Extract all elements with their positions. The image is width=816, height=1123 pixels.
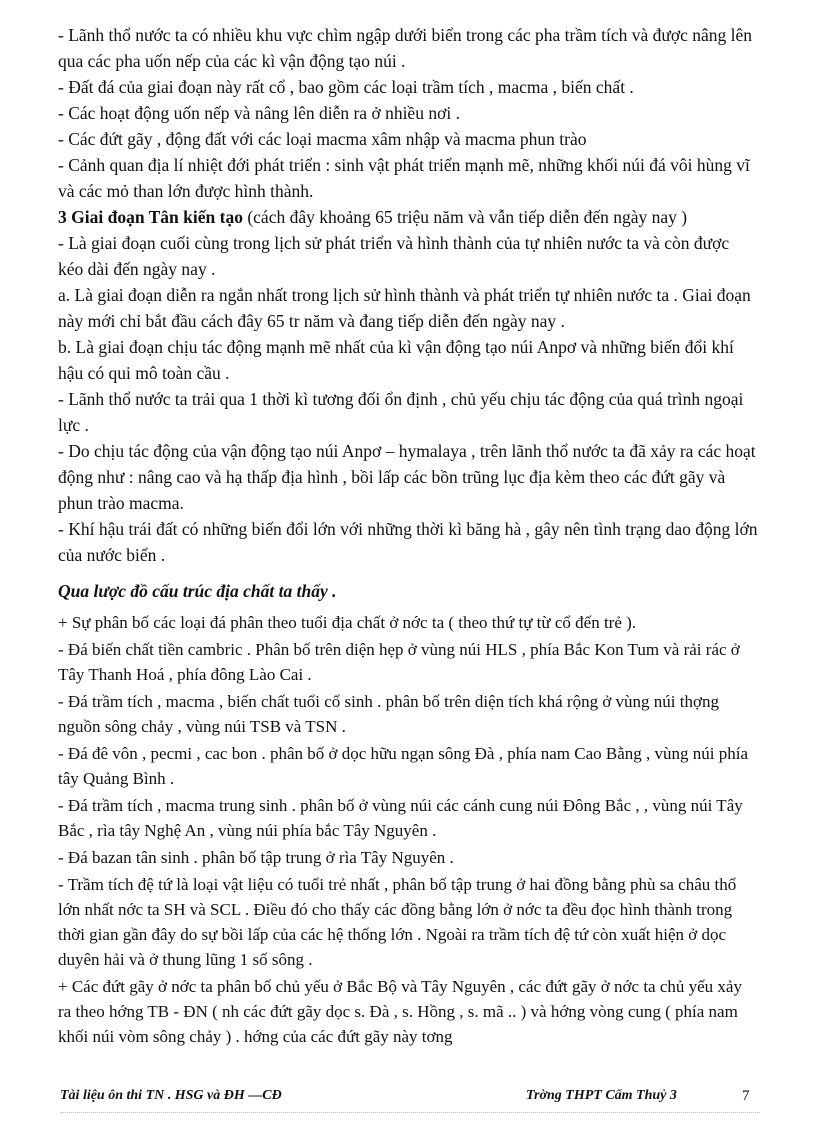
paragraph: - Khí hậu trái đất có những biến đổi lớn với những thời kì băng hà , gây nên tình trạng dao động lớn của nước biển . xyxy=(58,519,758,565)
paragraph: - Đá bazan tân sinh . phân bố tập trung ở rìa Tây Nguyên . xyxy=(58,848,454,867)
paragraph: - Đất đá của giai đoạn này rất cổ , bao gồm các loại trầm tích , macma , biến chất . xyxy=(58,77,634,97)
footer-left-text: Tài liệu ôn thi TN . HSG và ĐH —CĐ xyxy=(60,1088,282,1103)
paragraph: - Trầm tích đệ tứ là loại vật liệu có tuổi trẻ nhất , phân bố tập trung ở hai đồng bằng phù sa châu thổ lớn nhất nớc ta SH và SCL . Điều đó cho thấy các đồng bằng lớn ở nớc ta đều đọc hình thành trong thời gian gần đây do sự bồi lấp của các hệ thống lớn . Ngoài ra trầm tích đệ tứ còn xuất hiện ở dọc duyên hải và ở thung lũng 1 số sông . xyxy=(58,875,737,969)
paragraph: + Các đứt gãy ở nớc ta phân bố chủ yếu ở Bắc Bộ và Tây Nguyên , các đứt gãy ở nớc ta chủ yếu xảy ra theo hớng TB - ĐN ( nh các đứt gãy dọc s. Đà , s. Hồng , s. mã .. ) và hớng vòng cung ( phía nam khối núi vòm sông chảy ) . hớng của các đứt gãy này tơng xyxy=(58,977,742,1046)
paragraph: - Do chịu tác động của vận động tạo núi Anpơ – hymalaya , trên lãnh thổ nước ta đã xảy ra các hoạt động như : nâng cao và hạ thấp địa hình , bồi lấp các bồn trũng lục địa kèm theo các đứt gãy và phun trào macma. xyxy=(58,441,756,513)
page-number: 7 xyxy=(742,1088,750,1104)
section-neotectonic xyxy=(58,204,758,568)
paragraph: - Các đứt gãy , động đất với các loại macma xâm nhập và macma phun trào xyxy=(58,129,587,149)
document-page xyxy=(58,22,758,1051)
paragraph: - Đá trầm tích , macma trung sinh . phân bố ở vùng núi các cánh cung núi Đông Bắc , , vùng núi Tây Bắc , rìa tây Nghệ An , vùng núi phía bắc Tây Nguyên . xyxy=(58,796,743,840)
paragraph: - Các hoạt động uốn nếp và nâng lên diễn ra ở nhiều nơi . xyxy=(58,103,460,123)
paragraph: - Đá trầm tích , macma , biến chất tuổi cổ sinh . phân bố trên diện tích khá rộng ở vùng núi thợng nguồn sông chảy , vùng núi TSB và TSN . xyxy=(58,692,719,736)
section-geology-map-notes xyxy=(58,578,758,1049)
paragraph: - Lãnh thổ nước ta trải qua 1 thời kì tương đối ổn định , chủ yếu chịu tác động của quá trình ngoại lực . xyxy=(58,389,744,435)
heading-bold: 3 Giai đoạn Tân kiến tạo xyxy=(58,207,243,227)
paragraph: - Là giai đoạn cuối cùng trong lịch sử phát triển và hình thành của tự nhiên nước ta và còn được kéo dài đến ngày nay . xyxy=(58,233,730,279)
paragraph: a. Là giai đoạn diễn ra ngắn nhất trong lịch sử hình thành và phát triển tự nhiên nước ta . Giai đoạn này mới chỉ bắt đầu cách đây 65 tr năm và đang tiếp diễn đến ngày nay . xyxy=(58,285,751,331)
heading-rest: (cách đây khoảng 65 triệu năm và vẫn tiếp diễn đến ngày nay ) xyxy=(242,207,688,227)
paragraph: - Cảnh quan địa lí nhiệt đới phát triển : sinh vật phát triển mạnh mẽ, những khối núi đá vôi hùng vĩ và các mỏ than lớn được hình thành. xyxy=(58,155,750,201)
paragraph: b. Là giai đoạn chịu tác động mạnh mẽ nhất của kì vận động tạo núi Anpơ và những biến đổi khí hậu có qui mô toàn cầu . xyxy=(58,337,734,383)
footer-school-name: Trờng THPT Cẩm Thuỷ 3 xyxy=(526,1088,677,1103)
paragraph: - Lãnh thổ nước ta có nhiều khu vực chìm ngập dưới biển trong các pha trầm tích và được nâng lên qua các pha uốn nếp của các kì vận động tạo núi . xyxy=(58,25,753,71)
footer-divider xyxy=(60,1112,760,1113)
paragraph: - Đá biến chất tiền cambric . Phân bố trên diện hẹp ở vùng núi HLS , phía Bắc Kon Tum và rải rác ở Tây Thanh Hoá , phía đông Lào Cai . xyxy=(58,640,740,684)
paragraph: - Đá đê vôn , pecmi , cac bon . phân bố ở dọc hữu ngạn sông Đà , phía nam Cao Bằng , vùng núi phía tây Quảng Bình . xyxy=(58,744,749,788)
section-heading xyxy=(58,204,758,230)
paragraph: + Sự phân bố các loại đá phân theo tuổi địa chất ở nớc ta ( theo thứ tự từ cổ đến trẻ ). xyxy=(58,613,637,632)
section-heading: Qua lược đồ cấu trúc địa chất ta thấy . xyxy=(58,581,337,601)
section-paleozoic-summary xyxy=(58,22,758,204)
